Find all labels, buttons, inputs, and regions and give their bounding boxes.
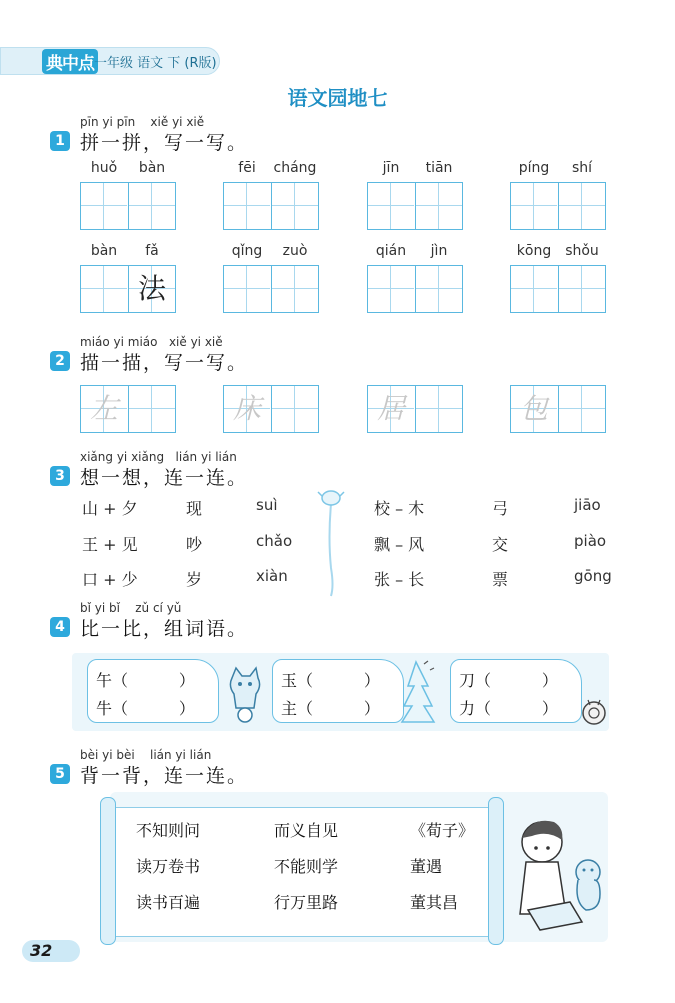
match-item: 不知则问 xyxy=(136,821,201,840)
grid-cell xyxy=(271,266,318,312)
pinyin-syllable: cháng xyxy=(273,160,317,176)
grid-cell xyxy=(558,266,605,312)
grid-char xyxy=(511,266,557,312)
grid-cell xyxy=(415,386,462,432)
match-item: 不能则学 xyxy=(274,857,339,876)
pinyin-syllable: qǐng xyxy=(231,243,263,259)
tianzige-grid xyxy=(80,182,176,230)
tracing-grid xyxy=(223,385,319,433)
word-line: 玉（ ） xyxy=(281,671,380,690)
grid-char xyxy=(129,183,175,229)
grid-char xyxy=(511,183,557,229)
trace-char: 包 xyxy=(519,392,548,425)
trace-char: 床 xyxy=(232,392,261,425)
grid-cell xyxy=(368,183,414,229)
word-line: 主（ ） xyxy=(281,699,380,718)
tracing-grid xyxy=(510,385,606,433)
tianzige-grid xyxy=(80,265,176,313)
snail-illustration xyxy=(578,696,610,728)
q2-instruction: 描一描，写一写。 xyxy=(80,352,249,374)
right-pinyin: gōng xyxy=(574,567,612,585)
scroll-rod-left xyxy=(100,797,116,945)
left-pinyin: suì xyxy=(256,496,278,514)
tracing-grid xyxy=(80,385,176,433)
pinyin-syllable: jìn xyxy=(430,243,448,259)
grid-cell xyxy=(511,266,557,312)
book-subtitle: 一年级 语文 下 (R版) xyxy=(94,56,217,71)
match-item: 行万里路 xyxy=(274,893,339,912)
pinyin-syllable: tiān xyxy=(425,160,453,176)
left-pinyin: chǎo xyxy=(256,532,293,550)
q4-pinyin: bǐ yi bǐ zǔ cí yǔ xyxy=(80,601,182,615)
pinyin-syllable: huǒ xyxy=(90,160,118,176)
match-item: 董其昌 xyxy=(410,893,459,912)
grid-cell xyxy=(81,266,127,312)
lollipop-decoration xyxy=(316,488,346,600)
tianzige-grid xyxy=(367,182,463,230)
tianzige-grid xyxy=(223,265,319,313)
grid-char xyxy=(559,266,605,312)
left-character: 现 xyxy=(186,499,203,518)
right-expression: 张 – 长 xyxy=(374,570,425,589)
grid-char xyxy=(416,183,462,229)
grid-cell xyxy=(81,183,127,229)
right-pinyin: piào xyxy=(574,532,607,550)
match-item: 读书百遍 xyxy=(136,893,201,912)
left-character: 吵 xyxy=(186,535,203,554)
pinyin-syllable: kōng xyxy=(516,243,552,259)
grid-char: 法 xyxy=(137,272,166,305)
word-line: 牛（ ） xyxy=(96,699,195,718)
q5-number: 5 xyxy=(50,764,70,784)
match-item: 而义自见 xyxy=(274,821,339,840)
grid-char xyxy=(81,183,127,229)
pinyin-syllable: bàn xyxy=(90,243,118,259)
left-expression: 王 + 见 xyxy=(82,535,138,554)
q5-instruction: 背一背，连一连。 xyxy=(80,765,249,787)
grid-cell xyxy=(271,183,318,229)
q1-instruction: 拼一拼，写一写。 xyxy=(80,132,249,154)
right-character: 票 xyxy=(492,570,509,589)
page-title: 语文园地七 xyxy=(287,86,388,110)
grid-char xyxy=(224,183,270,229)
tracing-grid xyxy=(367,385,463,433)
reading-child-illustration xyxy=(508,810,608,940)
q4-instruction: 比一比，组词语。 xyxy=(80,618,249,640)
q1-pinyin: pīn yi pīn xiě yi xiě xyxy=(80,115,205,129)
grid-cell xyxy=(511,183,557,229)
right-character: 弓 xyxy=(492,499,509,518)
grid-cell xyxy=(368,386,414,432)
pinyin-syllable: píng xyxy=(518,160,550,176)
grid-cell xyxy=(558,183,605,229)
left-expression: 山 + 夕 xyxy=(82,499,138,518)
grid-cell xyxy=(81,386,127,432)
match-item: 《荀子》 xyxy=(410,821,475,840)
pinyin-syllable: fēi xyxy=(238,160,256,176)
q2-number: 2 xyxy=(50,351,70,371)
right-expression: 校 – 木 xyxy=(374,499,425,518)
page-number-tag xyxy=(22,940,80,962)
pinyin-syllable: bàn xyxy=(138,160,166,176)
scroll-rod-right xyxy=(488,797,504,945)
grid-cell xyxy=(415,183,462,229)
right-character: 交 xyxy=(492,535,509,554)
brand-logo: 典中点 xyxy=(42,49,98,74)
grid-cell xyxy=(271,386,318,432)
match-item: 董遇 xyxy=(410,857,443,876)
trace-char: 居 xyxy=(376,392,405,425)
grid-char xyxy=(224,266,270,312)
q3-pinyin: xiǎng yi xiǎng lián yi lián xyxy=(80,450,237,464)
word-line: 午（ ） xyxy=(96,671,195,690)
trace-char: 左 xyxy=(89,392,118,425)
grid-char xyxy=(368,266,414,312)
grid-char xyxy=(416,266,462,312)
q3-number: 3 xyxy=(50,466,70,486)
word-box xyxy=(450,659,582,723)
word-box xyxy=(87,659,219,723)
cat-illustration xyxy=(220,664,270,724)
q5-pinyin: bèi yi bèi lián yi lián xyxy=(80,748,212,762)
q1-number: 1 xyxy=(50,131,70,151)
q4-number: 4 xyxy=(50,617,70,637)
left-expression: 口 + 少 xyxy=(82,570,138,589)
grid-char xyxy=(272,183,318,229)
grid-char xyxy=(368,183,414,229)
tianzige-grid xyxy=(510,182,606,230)
grid-cell xyxy=(224,266,270,312)
word-line: 力（ ） xyxy=(459,699,558,718)
grid-cell xyxy=(128,386,175,432)
grid-cell xyxy=(128,183,175,229)
q2-pinyin: miáo yi miáo xiě yi xiě xyxy=(80,335,223,349)
word-line: 刀（ ） xyxy=(459,671,558,690)
match-item: 读万卷书 xyxy=(136,857,201,876)
tianzige-grid xyxy=(510,265,606,313)
right-expression: 飘 – 风 xyxy=(374,535,425,554)
left-character: 岁 xyxy=(186,570,203,589)
pinyin-syllable: zuò xyxy=(282,243,308,259)
tianzige-grid xyxy=(367,265,463,313)
grid-char xyxy=(272,266,318,312)
pinyin-syllable: fǎ xyxy=(145,243,159,259)
q3-instruction: 想一想，连一连。 xyxy=(80,467,249,489)
grid-char xyxy=(81,266,127,312)
grid-cell xyxy=(224,183,270,229)
grid-cell xyxy=(368,266,414,312)
tree-illustration xyxy=(398,658,438,728)
right-pinyin: jiāo xyxy=(574,496,601,514)
left-pinyin: xiàn xyxy=(256,567,288,585)
grid-cell xyxy=(128,266,175,312)
pinyin-syllable: jīn xyxy=(382,160,400,176)
pinyin-syllable: qián xyxy=(375,243,407,259)
page-number: 32 xyxy=(30,941,53,960)
grid-char xyxy=(559,183,605,229)
grid-cell xyxy=(415,266,462,312)
grid-cell xyxy=(558,386,605,432)
grid-cell xyxy=(511,386,557,432)
pinyin-syllable: shǒu xyxy=(565,243,599,259)
grid-cell xyxy=(224,386,270,432)
pinyin-syllable: shí xyxy=(571,160,593,176)
word-box xyxy=(272,659,404,723)
tianzige-grid xyxy=(223,182,319,230)
